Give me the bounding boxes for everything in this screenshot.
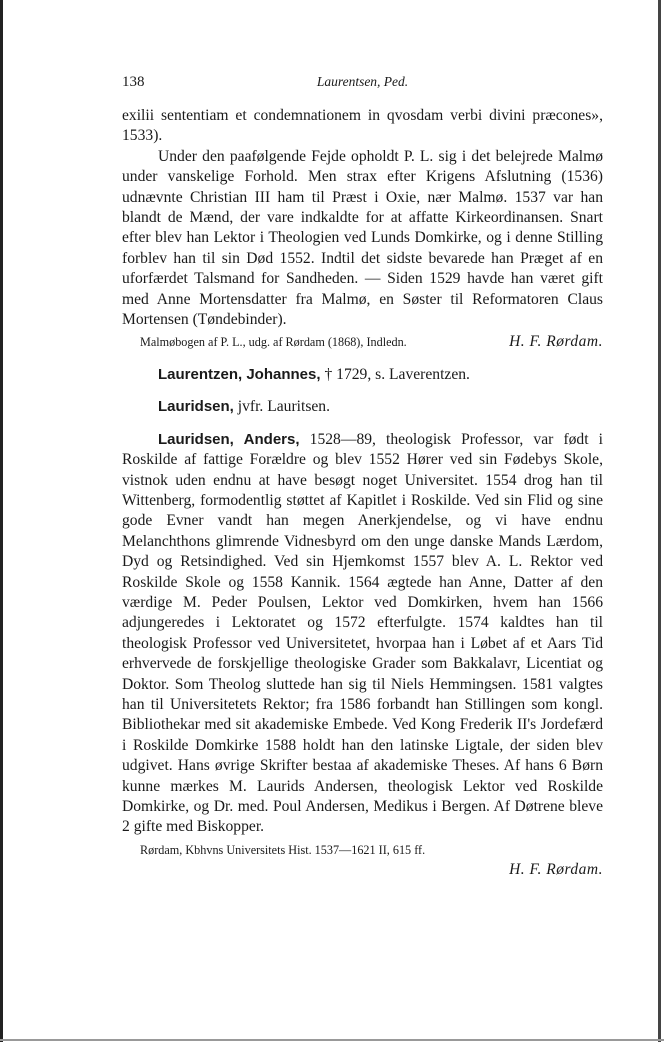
source-citation: Rørdam, Kbhvns Universitets Hist. 1537—1621 II, 615 ff. [140, 842, 426, 857]
author-signature: H. F. Rørdam. [509, 333, 603, 351]
cross-ref-entry [122, 397, 603, 417]
document-page [122, 72, 603, 881]
running-head [122, 72, 603, 92]
cross-ref-text: jvfr. Lauritsen. [237, 398, 331, 416]
author-signature: H. F. Rørdam. [509, 861, 603, 879]
cross-ref-entry [122, 365, 603, 385]
running-title: Laurentsen, Ped. [316, 74, 409, 89]
scan-edge-right [658, 0, 661, 1042]
source-line [122, 332, 603, 352]
entry-body: 1528—89, theologisk Professor, var født i Roskilde af fattige Forældre og blev 1552 Hører ved sin Fødebys Skole, vistnok uden endnu at have besøgt noget Universitet. 1554 drog han til Wittenberg, formodentlig støttet af Kapitlet i Roskilde. Ved sin Flid og sine gode Evner vandt han megen Anerkjendelse, og vi have endnu Melanchthons glimrende Vidnesbyrd om den unge danske Mands Lærdom, Dyd og Retsindighed. Ved sin Hjemkomst 1557 blev A. L. Rektor ved Roskilde Skole og 1558 Kannik. 1564 ægtede han Anne, Datter af den værdige M. Peder Poulsen, Lektor ved Domkirken, hvem han 1566 adjungeredes i Lektoratet og 1572 efterfulgte. 1574 kaldtes han til theologisk Professor ved Universitetet, hvorpaa han i Løbet af et Aars Tid erhvervede de forskjellige theologiske Grader som Bakkalavr, Licentiat og Doktor. Som Theolog sluttede han sig til Niels Hemmingsen. 1581 valgtes han til Universitetets Rektor; fra 1586 forbandt han Stillingen som kongl. Bibliothekar med sit akademiske Embede. Ved Kong Frederik II's Jordefærd i Roskilde Domkirke 1588 holdt han den latinske Ligtale, der siden blev udgivet. Hans øvrige Skrifter bestaa af akademiske Theses. Af hans 6 Børn kunne mærkes M. Laurids Andersen, theologisk Lektor ved Roskilde Domkirke, og Dr. med. Poul Andersen, Medikus i Bergen. Af Døtrene bleve 2 gifte med Biskopper. [122, 430, 604, 836]
cross-ref-text: † 1729, s. Laverentzen. [324, 365, 470, 383]
scan-edge-left [0, 0, 3, 1042]
headword: Lauridsen, Anders, [158, 430, 300, 448]
headword: Lauridsen, [158, 398, 234, 416]
source-citation: Malmøbogen af P. L., udg. af Rørdam (1868), Indledn. [140, 335, 407, 350]
source-line [122, 840, 603, 860]
page-number: 138 [122, 74, 145, 90]
scan-edge-bottom [0, 1039, 664, 1041]
entry-lauridsen-anders [122, 430, 603, 881]
paragraph: Under den paafølgende Fejde opholdt P. L. sig i det belejrede Malmø under vanskelige Forhold. Men strax efter Krigens Afslutning (1536) udnævnte Christian III ham til Præst i Oxie, nær Malmø. 1537 var han blandt de Mænd, der vare indkaldte for at affatte Kirkeordinansen. Snart efter blev han Lektor i Theologien ved Lunds Domkirke, og i denne Stilling forblev han til sin Død 1552. Indtil det sidste bevarede han Præget af en uforfærdet Talsmand for Sandheden. — Siden 1529 havde han været gift med Anne Mortensdatter fra Malmø, en Søster til Reformatoren Claus Mortensen (Tøndebinder). [122, 147, 603, 329]
entry-laurentsen-continued [122, 106, 603, 353]
paragraph: exilii sententiam et condemnationem in qvosdam verbi divini præcones», 1533). [122, 107, 603, 145]
paragraph [122, 430, 603, 838]
headword: Laurentzen, Johannes, [158, 365, 321, 383]
